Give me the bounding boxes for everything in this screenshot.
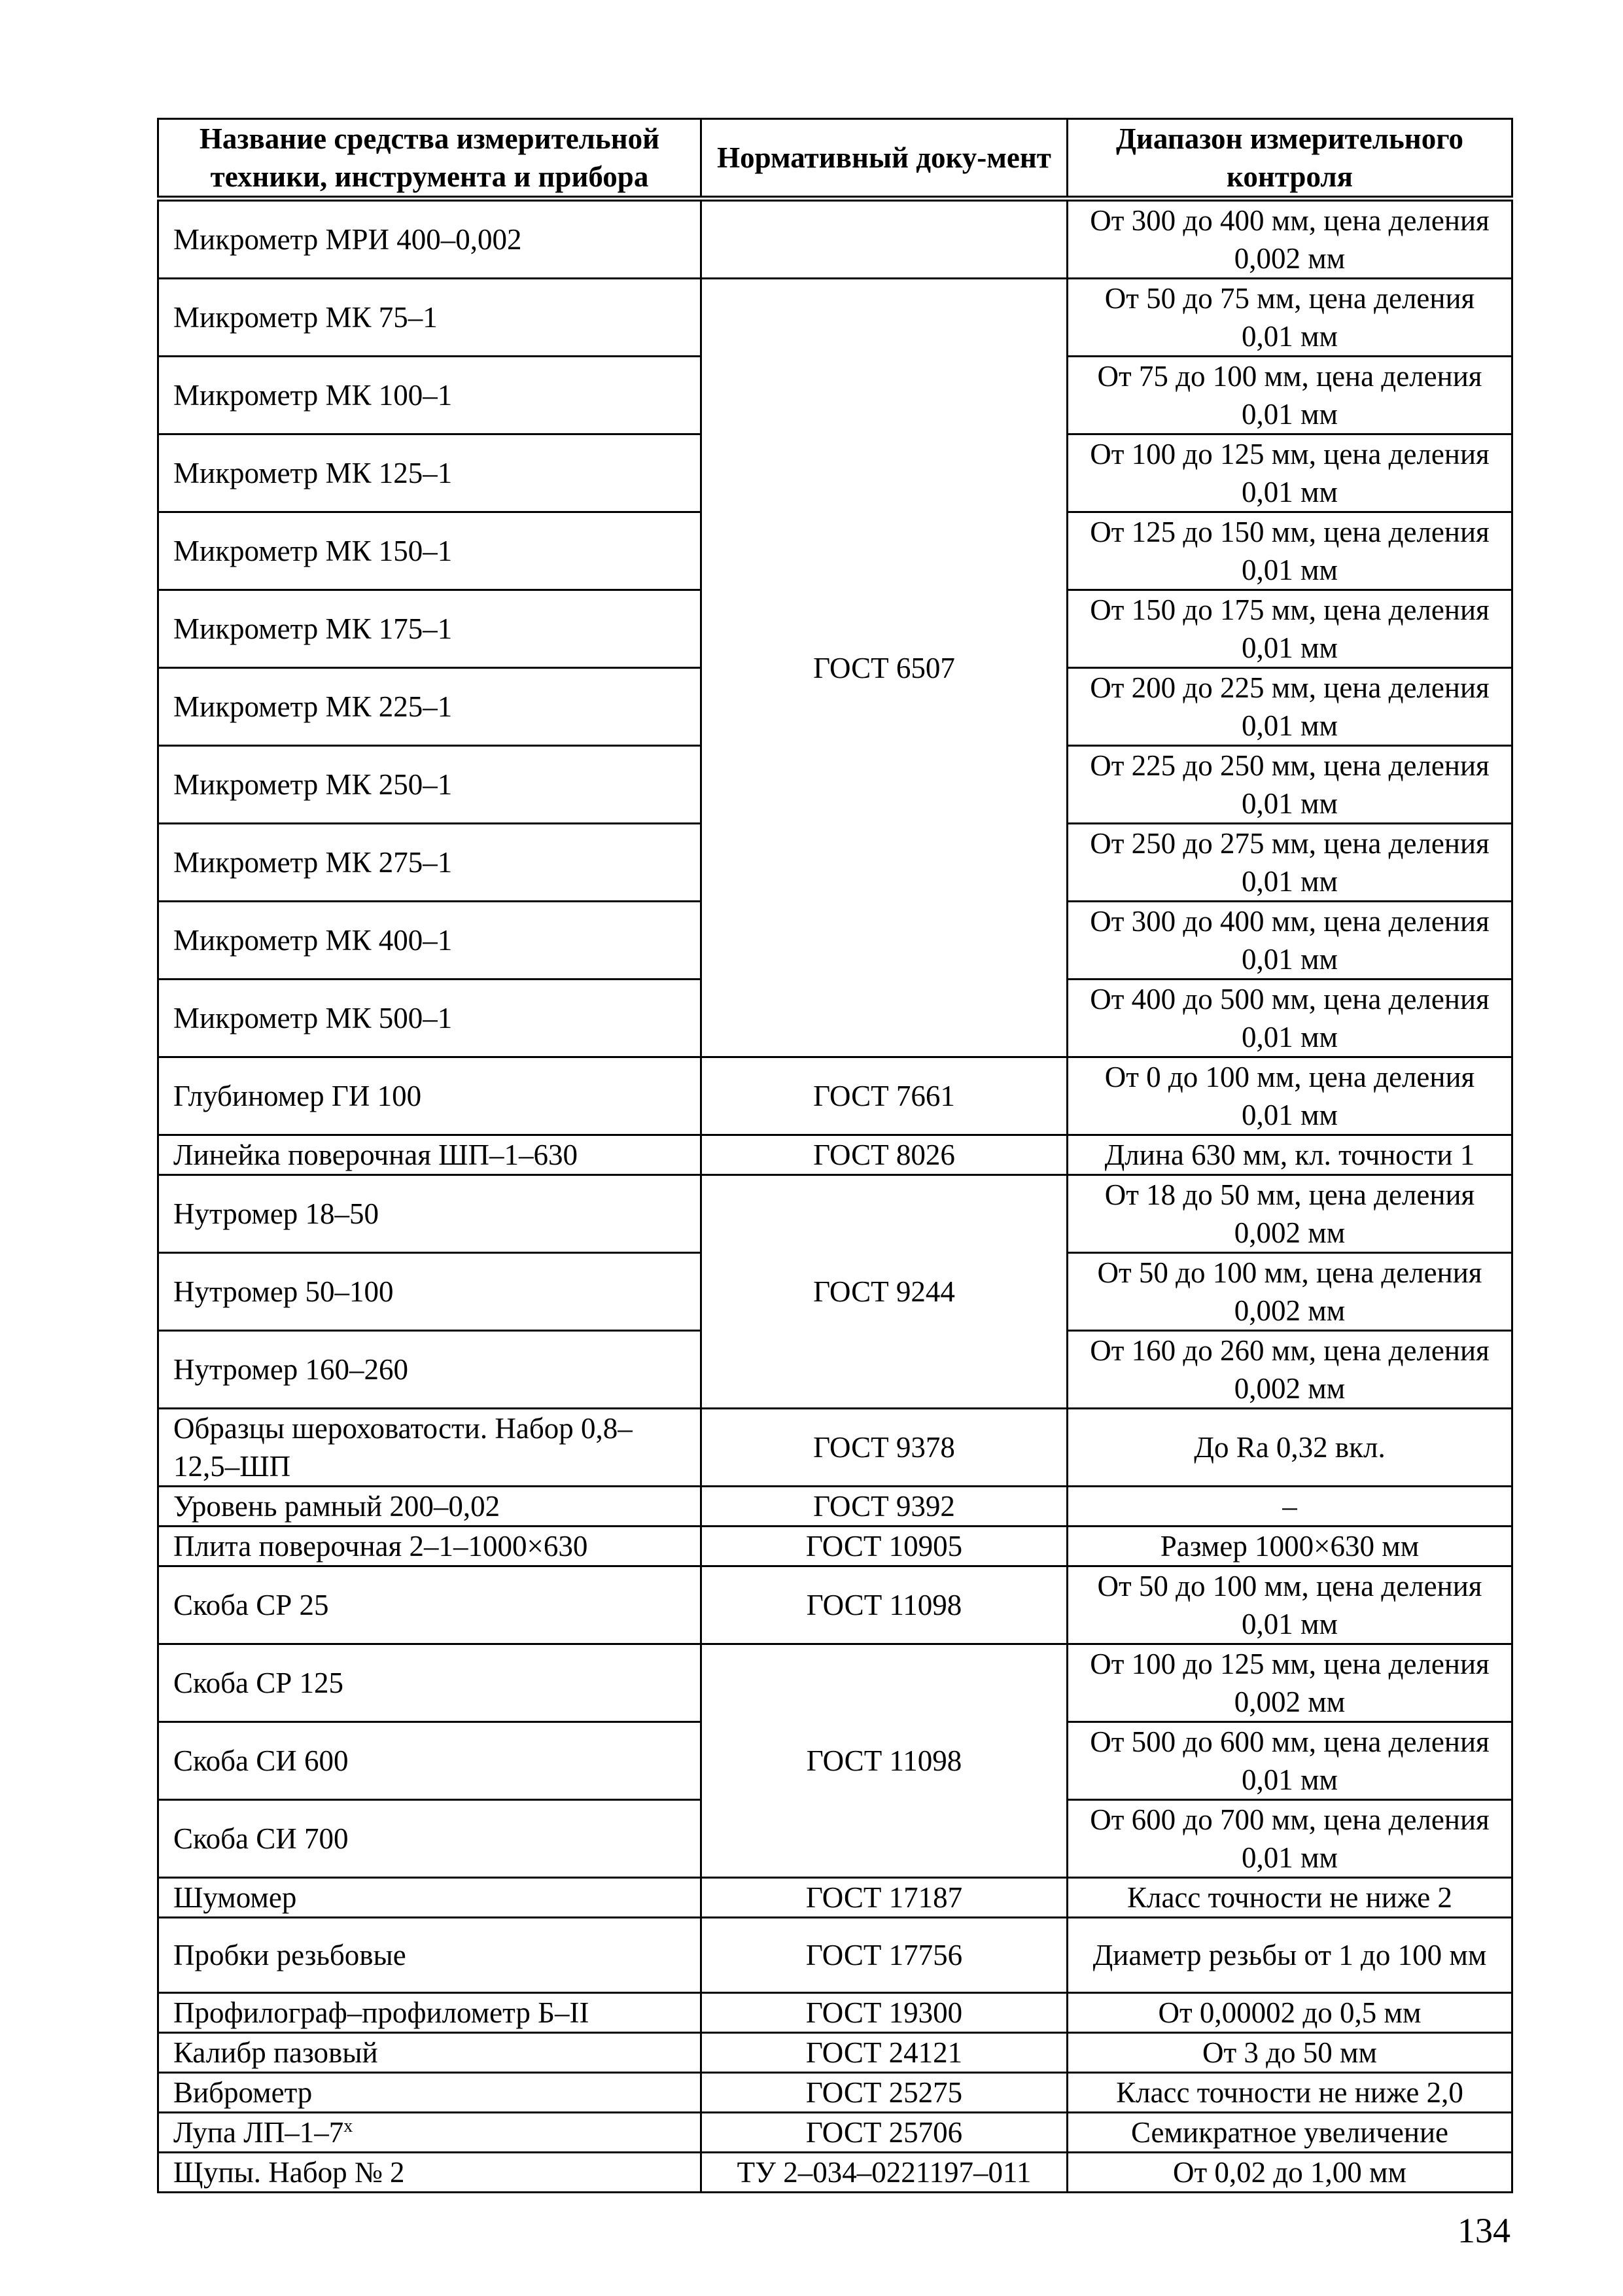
normative-document: ГОСТ 10905 [701, 1527, 1068, 1566]
instrument-name: Щупы. Набор № 2 [158, 2153, 701, 2193]
measurement-range: От 3 до 50 мм [1068, 2033, 1512, 2073]
table-row [158, 1487, 1512, 1527]
table-row [158, 1644, 1512, 1722]
instrument-name: Шумомер [158, 1878, 701, 1918]
instrument-name: Микрометр МК 100–1 [158, 357, 701, 434]
page-number: 134 [1457, 2211, 1510, 2250]
normative-document: ГОСТ 25706 [701, 2113, 1068, 2153]
measurement-range: Класс точности не ниже 2 [1068, 1878, 1512, 1918]
normative-document: ГОСТ 24121 [701, 2033, 1068, 2073]
measurement-range: От 225 до 250 мм, цена деления 0,01 мм [1068, 746, 1512, 824]
measurement-range: От 400 до 500 мм, цена деления 0,01 мм [1068, 980, 1512, 1057]
measurement-range: От 300 до 400 мм, цена деления 0,002 мм [1068, 199, 1512, 279]
table-row [158, 279, 1512, 357]
instrument-name: Калибр пазовый [158, 2033, 701, 2073]
table-row [158, 2073, 1512, 2113]
normative-document: ГОСТ 8026 [701, 1135, 1068, 1175]
table-header-row [158, 119, 1512, 199]
header-measurement-range: Диапазон измерительного контроля [1068, 119, 1512, 199]
measurement-range: От 600 до 700 мм, цена деления 0,01 мм [1068, 1800, 1512, 1878]
measurement-range: От 50 до 100 мм, цена деления 0,002 мм [1068, 1253, 1512, 1331]
normative-document: ГОСТ 11098 [701, 1644, 1068, 1878]
normative-document: ГОСТ 17756 [701, 1918, 1068, 1993]
table-row [158, 2113, 1512, 2153]
table-row [158, 1993, 1512, 2033]
instrument-name: Скоба СИ 600 [158, 1722, 701, 1800]
normative-document: ГОСТ 7661 [701, 1057, 1068, 1135]
measurement-range: От 160 до 260 мм, цена деления 0,002 мм [1068, 1331, 1512, 1409]
table-row [158, 1918, 1512, 1993]
normative-document: ГОСТ 11098 [701, 1566, 1068, 1644]
measurement-range: От 250 до 275 мм, цена деления 0,01 мм [1068, 824, 1512, 902]
instrument-name: Скоба СР 125 [158, 1644, 701, 1722]
measurement-range: От 150 до 175 мм, цена деления 0,01 мм [1068, 590, 1512, 668]
instrument-name: Нутромер 50–100 [158, 1253, 701, 1331]
table-row [158, 2033, 1512, 2073]
instrument-name: Глубиномер ГИ 100 [158, 1057, 701, 1135]
normative-document: ТУ 2–034–0221197–011 [701, 2153, 1068, 2193]
instrument-name: Микрометр МК 225–1 [158, 668, 701, 746]
instrument-name: Виброметр [158, 2073, 701, 2113]
table-row [158, 1409, 1512, 1487]
instrument-name: Уровень рамный 200–0,02 [158, 1487, 701, 1527]
measurement-range: От 50 до 75 мм, цена деления 0,01 мм [1068, 279, 1512, 357]
table-row [158, 1175, 1512, 1253]
instrument-name-cell [158, 2113, 701, 2153]
instrument-name: Образцы шероховатости. Набор 0,8–12,5–ШП [158, 1409, 701, 1487]
measurement-range: Диаметр резьбы от 1 до 100 мм [1068, 1918, 1512, 1993]
instrument-name: Микрометр МК 275–1 [158, 824, 701, 902]
measurement-range: От 18 до 50 мм, цена деления 0,002 мм [1068, 1175, 1512, 1253]
normative-document: ГОСТ 9392 [701, 1487, 1068, 1527]
instrument-name: Микрометр МК 250–1 [158, 746, 701, 824]
instrument-name: Микрометр МРИ 400–0,002 [158, 199, 701, 279]
measurement-range: Размер 1000×630 мм [1068, 1527, 1512, 1566]
measurement-range: От 200 до 225 мм, цена деления 0,01 мм [1068, 668, 1512, 746]
instrument-name: Линейка поверочная ШП–1–630 [158, 1135, 701, 1175]
normative-document: ГОСТ 9378 [701, 1409, 1068, 1487]
measurement-range: От 0 до 100 мм, цена деления 0,01 мм [1068, 1057, 1512, 1135]
instrument-name: Микрометр МК 175–1 [158, 590, 701, 668]
measurement-range: От 75 до 100 мм, цена деления 0,01 мм [1068, 357, 1512, 434]
measuring-instruments-table [157, 118, 1513, 2193]
table-row [158, 1135, 1512, 1175]
instrument-name: Профилограф–профилометр Б–II [158, 1993, 701, 2033]
measurement-range: Длина 630 мм, кл. точности 1 [1068, 1135, 1512, 1175]
normative-document: ГОСТ 19300 [701, 1993, 1068, 2033]
normative-document: ГОСТ 25275 [701, 2073, 1068, 2113]
normative-document: ГОСТ 9244 [701, 1175, 1068, 1409]
instrument-name: Скоба СИ 700 [158, 1800, 701, 1878]
table-row [158, 1527, 1512, 1566]
instrument-name: Нутромер 160–260 [158, 1331, 701, 1409]
measurement-range: Семикратное увеличение [1068, 2113, 1512, 2153]
instrument-name: Микрометр МК 500–1 [158, 980, 701, 1057]
measurement-range: От 125 до 150 мм, цена деления 0,01 мм [1068, 512, 1512, 590]
measurement-range: От 500 до 600 мм, цена деления 0,01 мм [1068, 1722, 1512, 1800]
measurement-range: До Ra 0,32 вкл. [1068, 1409, 1512, 1487]
header-normative-document: Нормативный доку-мент [701, 119, 1068, 199]
table-row [158, 1057, 1512, 1135]
measurement-range: Класс точности не ниже 2,0 [1068, 2073, 1512, 2113]
superscript-marker: x [343, 2116, 353, 2136]
measurement-range: От 100 до 125 мм, цена деления 0,01 мм [1068, 434, 1512, 512]
normative-document: ГОСТ 6507 [701, 279, 1068, 1057]
instrument-name: Микрометр МК 75–1 [158, 279, 701, 357]
measurement-range: – [1068, 1487, 1512, 1527]
instrument-name: Плита поверочная 2–1–1000×630 [158, 1527, 701, 1566]
measurement-range: От 0,02 до 1,00 мм [1068, 2153, 1512, 2193]
instrument-name: Нутромер 18–50 [158, 1175, 701, 1253]
measurement-range: От 50 до 100 мм, цена деления 0,01 мм [1068, 1566, 1512, 1644]
instrument-name: Микрометр МК 150–1 [158, 512, 701, 590]
table-row [158, 2153, 1512, 2193]
measurement-range: От 0,00002 до 0,5 мм [1068, 1993, 1512, 2033]
instrument-name: Скоба СР 25 [158, 1566, 701, 1644]
table-row [158, 1566, 1512, 1644]
normative-document [701, 199, 1068, 279]
normative-document: ГОСТ 17187 [701, 1878, 1068, 1918]
instrument-name: Пробки резьбовые [158, 1918, 701, 1993]
header-instrument-name: Название средства измерительной техники, инструмента и прибора [158, 119, 701, 199]
table-row [158, 199, 1512, 279]
instrument-name: Микрометр МК 400–1 [158, 902, 701, 980]
measurement-range: От 300 до 400 мм, цена деления 0,01 мм [1068, 902, 1512, 980]
measurement-range: От 100 до 125 мм, цена деления 0,002 мм [1068, 1644, 1512, 1722]
table-row [158, 1878, 1512, 1918]
instrument-name: Микрометр МК 125–1 [158, 434, 701, 512]
instrument-name: Лупа ЛП–1–7 [173, 2116, 344, 2149]
